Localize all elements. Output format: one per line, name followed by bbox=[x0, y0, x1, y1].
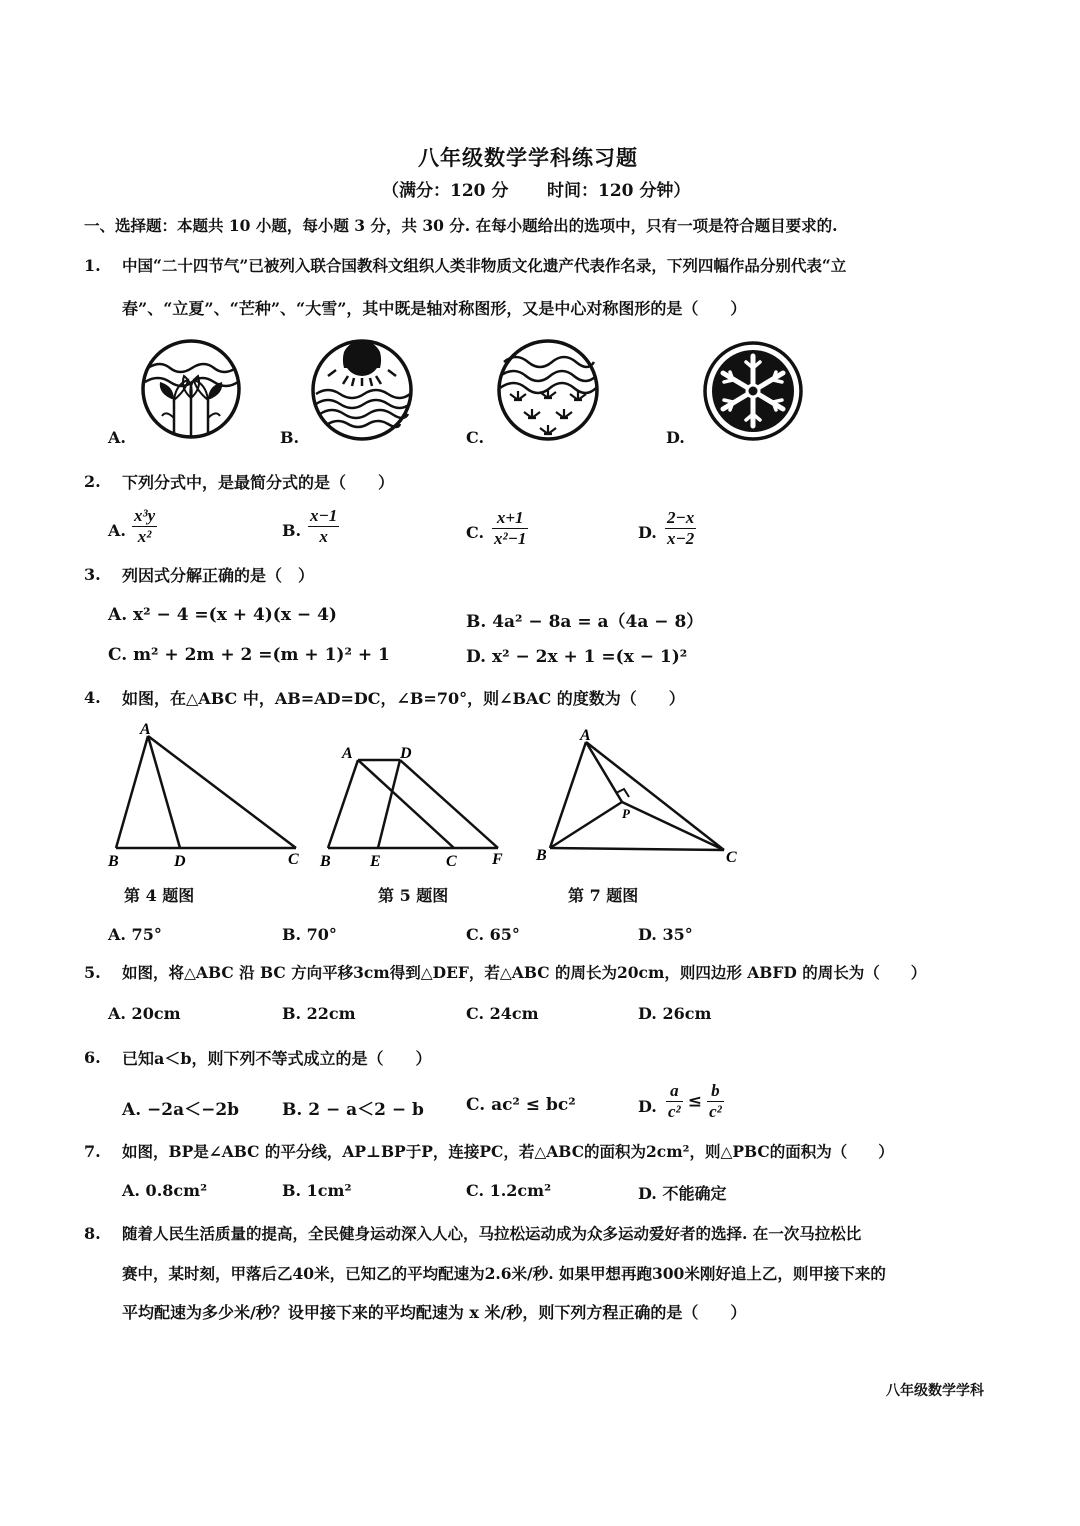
q6-option-b[interactable]: B. 2 − a＜2 − b bbox=[282, 1100, 424, 1120]
q4-number: 4. bbox=[84, 688, 101, 707]
q1-option-d[interactable]: D. bbox=[666, 428, 685, 447]
q4-stem: 如图，在△ABC 中，AB=AD=DC，∠B=70°，则∠BAC 的度数为（ ） bbox=[122, 689, 685, 708]
fraction-denominator: x²−1 bbox=[494, 529, 527, 548]
q2-stem: 下列分式中，是最简分式的是（ ） bbox=[122, 473, 395, 492]
score-info: （满分：120 分 bbox=[382, 181, 509, 201]
fraction-denominator: c² bbox=[709, 1102, 722, 1121]
q2-option-b-fraction[interactable] bbox=[308, 506, 339, 547]
fraction-numerator: b bbox=[707, 1081, 724, 1102]
q1-number: 1. bbox=[84, 256, 101, 275]
q7-number: 7. bbox=[84, 1142, 101, 1161]
q2-option-b-label[interactable]: B. bbox=[282, 521, 302, 540]
less-equal-sign: ≤ bbox=[687, 1091, 702, 1112]
q1-option-a[interactable]: A. bbox=[108, 428, 126, 447]
point-label-d: D bbox=[174, 853, 186, 870]
q2-option-a-fraction[interactable] bbox=[132, 506, 157, 547]
point-label-f: F bbox=[492, 851, 503, 868]
figure-q7-caption: 第 7 题图 bbox=[568, 886, 639, 905]
q2-option-c-fraction[interactable] bbox=[492, 508, 528, 549]
fraction-numerator: 2−x bbox=[667, 508, 695, 527]
q6-stem: 已知a＜b，则下列不等式成立的是（ ） bbox=[122, 1049, 432, 1068]
q2-option-d-label[interactable]: D. bbox=[638, 523, 657, 542]
q6-option-a[interactable]: A. −2a＜−2b bbox=[122, 1100, 240, 1120]
point-label-e: E bbox=[370, 853, 381, 870]
summer-emblem-icon bbox=[310, 338, 414, 442]
fraction-numerator: a bbox=[666, 1081, 683, 1102]
point-label-d: D bbox=[400, 745, 412, 762]
section-heading: 一、选择题：本题共 10 小题，每小题 3 分，共 30 分. 在每小题给出的选项中，只有一项是符合题目要求的. bbox=[84, 216, 838, 235]
point-label-c: C bbox=[446, 853, 457, 870]
q8-number: 8. bbox=[84, 1224, 101, 1243]
point-label-b: B bbox=[536, 847, 547, 864]
q7-option-b[interactable]: B. 1cm² bbox=[282, 1181, 352, 1200]
point-label-a: A bbox=[342, 745, 353, 762]
point-label-a: A bbox=[140, 721, 151, 738]
grain-emblem-icon bbox=[496, 338, 600, 442]
figure-q5-caption: 第 5 题图 bbox=[378, 886, 449, 905]
q2-number: 2. bbox=[84, 472, 101, 491]
q5-option-b[interactable]: B. 22cm bbox=[282, 1004, 356, 1023]
q6-option-d-expression[interactable] bbox=[666, 1081, 724, 1122]
q3-option-d[interactable]: D. x² − 2x + 1 =(x − 1)² bbox=[466, 647, 688, 667]
q4-option-a[interactable]: A. 75° bbox=[108, 925, 162, 944]
q2-option-c-label[interactable]: C. bbox=[466, 523, 485, 542]
point-label-p: P bbox=[622, 806, 630, 821]
q7-option-a[interactable]: A. 0.8cm² bbox=[122, 1181, 208, 1200]
q1-line1: 中国“二十四节气”已被列入联合国教科文组织人类非物质文化遗产代表作名录，下列四幅作品分别代表“立 bbox=[122, 256, 847, 275]
spring-emblem-icon bbox=[140, 338, 242, 440]
q3-option-a[interactable]: A. x² − 4 =(x + 4)(x − 4) bbox=[108, 605, 337, 625]
fraction-numerator: x−1 bbox=[310, 506, 338, 525]
page-footer: 八年级数学学科 bbox=[886, 1383, 984, 1399]
q3-number: 3. bbox=[84, 565, 101, 584]
point-label-b: B bbox=[108, 853, 119, 870]
point-label-c: C bbox=[726, 849, 737, 866]
q3-option-c[interactable]: C. m² + 2m + 2 =(m + 1)² + 1 bbox=[108, 645, 390, 665]
q8-line2: 赛中，某时刻，甲落后乙40米，已知乙的平均配速为2.6米/秒. 如果甲想再跑300米刚好追上乙，则甲接下来的 bbox=[122, 1264, 886, 1283]
q8-line1: 随着人民生活质量的提高，全民健身运动深入人心，马拉松运动成为众多运动爱好者的选择. 在一次马拉松比 bbox=[122, 1224, 862, 1243]
time-info: 时间：120 分钟） bbox=[547, 181, 691, 201]
q3-stem: 列因式分解正确的是（ ） bbox=[122, 566, 315, 585]
q4-option-b[interactable]: B. 70° bbox=[282, 925, 337, 944]
q7-option-c[interactable]: C. 1.2cm² bbox=[466, 1181, 552, 1200]
q1-line2: 春”、“立夏”、“芒种”、“大雪”，其中既是轴对称图形，又是中心对称图形的是（ ） bbox=[122, 299, 747, 318]
exam-title: 八年级数学学科练习题 bbox=[418, 145, 638, 170]
snowflake-emblem-icon bbox=[702, 340, 804, 442]
q6-number: 6. bbox=[84, 1048, 101, 1067]
fraction-numerator: x³y bbox=[134, 506, 156, 525]
q8-line3: 平均配速为多少米/秒？设甲接下来的平均配速为 x 米/秒，则下列方程正确的是（ ） bbox=[122, 1303, 747, 1322]
q2-option-d-fraction[interactable] bbox=[665, 508, 696, 549]
q6-option-d-label[interactable]: D. bbox=[638, 1097, 657, 1116]
q5-stem: 如图，将△ABC 沿 BC 方向平移3cm得到△DEF，若△ABC 的周长为20cm，则四边形 ABFD 的周长为（ ） bbox=[122, 963, 927, 982]
q6-option-c[interactable]: C. ac² ≤ bc² bbox=[466, 1095, 576, 1115]
point-label-c: C bbox=[288, 851, 299, 868]
q4-option-d[interactable]: D. 35° bbox=[638, 925, 693, 944]
fraction-denominator: x bbox=[319, 527, 328, 546]
q3-option-b[interactable]: B. 4a² − 8a = a（4a − 8） bbox=[466, 612, 704, 632]
q7-stem: 如图，BP是∠ABC 的平分线，AP⊥BP于P，连接PC，若△ABC的面积为2cm²，则△PBC的面积为（ ） bbox=[122, 1142, 894, 1161]
point-label-a: A bbox=[580, 727, 591, 744]
q5-number: 5. bbox=[84, 963, 101, 982]
point-label-b: B bbox=[320, 853, 331, 870]
figure-q4-caption: 第 4 题图 bbox=[124, 886, 195, 905]
fraction-denominator: x−2 bbox=[667, 529, 695, 548]
figure-q7-bisector bbox=[530, 722, 750, 870]
fraction-denominator: x² bbox=[137, 527, 152, 546]
q2-option-a-label[interactable]: A. bbox=[108, 521, 126, 540]
q4-option-c[interactable]: C. 65° bbox=[466, 925, 520, 944]
fraction-denominator: c² bbox=[668, 1102, 681, 1121]
figure-q5-translation bbox=[312, 738, 522, 872]
q5-option-d[interactable]: D. 26cm bbox=[638, 1004, 712, 1023]
fraction-numerator: x+1 bbox=[492, 508, 528, 529]
q7-option-d[interactable]: D. 不能确定 bbox=[638, 1184, 727, 1203]
q5-option-c[interactable]: C. 24cm bbox=[466, 1004, 539, 1023]
q1-option-c[interactable]: C. bbox=[466, 428, 485, 447]
figure-q4-triangle bbox=[100, 718, 310, 870]
q1-option-b[interactable]: B. bbox=[280, 428, 300, 447]
q5-option-a[interactable]: A. 20cm bbox=[108, 1004, 181, 1023]
